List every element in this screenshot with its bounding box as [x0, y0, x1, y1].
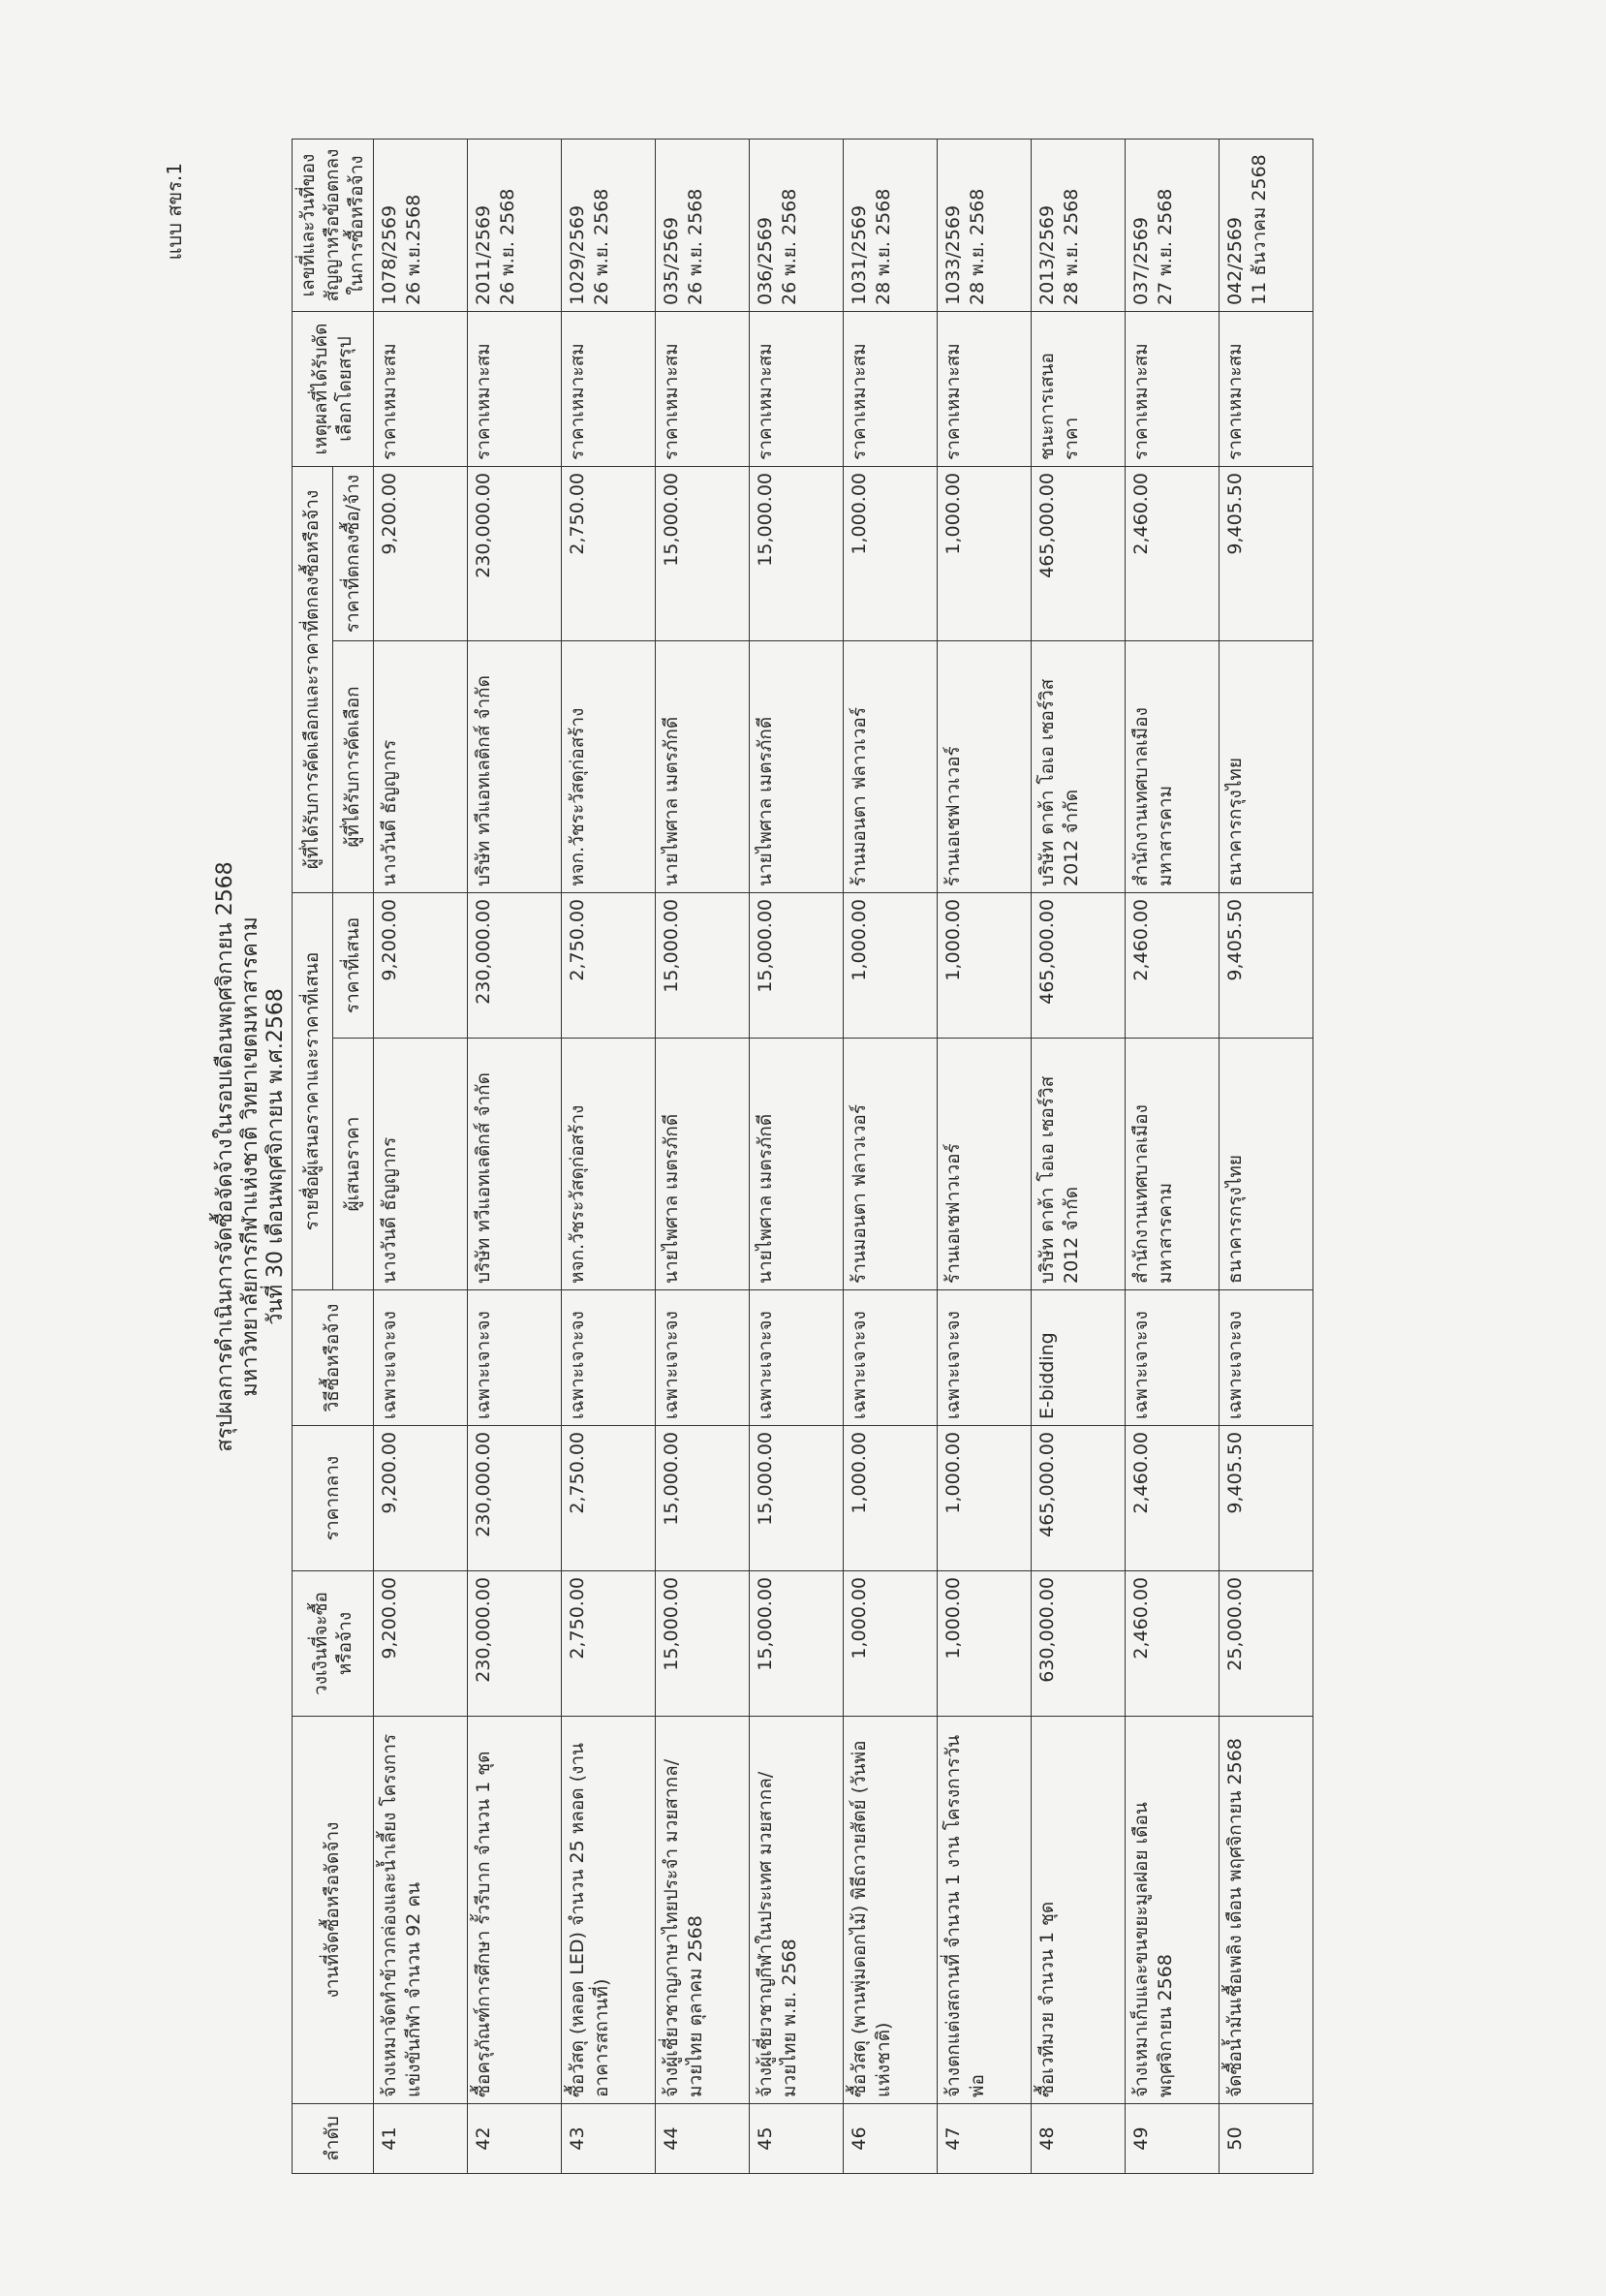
cell-median: 9,405.50 — [1220, 1426, 1313, 1571]
cell-bidder: บริษัท ดาต้า โอเอ เซอร์วิส 2012 จำกัด — [1032, 1039, 1126, 1290]
cell-method: เฉพาะเจาะจง — [374, 1290, 468, 1426]
header-agreed-price: ราคาที่ตกลงซื้อ/จ้าง — [333, 467, 374, 641]
table-row — [1126, 140, 1220, 2174]
cell-bidder: ร้านมอนตา ฟลาวเวอร์ — [844, 1039, 938, 1290]
cell-median: 15,000.00 — [750, 1426, 844, 1571]
header-row-1 — [293, 140, 333, 2174]
header-budget: วงเงินที่จะซื้อหรือจ้าง — [293, 1571, 374, 1717]
contract-number: 035/2569 — [661, 216, 682, 305]
cell-method: เฉพาะเจาะจง — [656, 1290, 750, 1426]
cell-winner: นางวันดี ธัญญากร — [374, 641, 468, 893]
title-line-2: มหาวิทยาลัยการกีฬาแห่งชาติ วิทยาเขตมหาสารคาม — [238, 916, 263, 1397]
cell-reason: ราคาเหมาะสม — [938, 312, 1032, 467]
table-row — [656, 140, 750, 2174]
contract-number: 037/2569 — [1130, 216, 1152, 305]
table-row — [374, 140, 468, 2174]
cell-bidder: นายไพศาล เมตรภักดี — [656, 1039, 750, 1290]
contract-date: 28 พ.ย. 2568 — [1061, 188, 1082, 305]
cell-contract — [938, 140, 1032, 312]
cell-winner: สำนักงานเทศบาลเมืองมหาสารคาม — [1126, 641, 1220, 893]
cell-reason: ราคาเหมาะสม — [468, 312, 562, 467]
cell-median: 230,000.00 — [468, 1426, 562, 1571]
cell-work: จัดซื้อน้ำมันเชื้อเพลิง เดือน พฤศจิกายน 2568 — [1220, 1717, 1313, 2104]
contract-date: 26 พ.ย.2568 — [403, 194, 424, 305]
cell-bid-price: 465,000.00 — [1032, 893, 1126, 1039]
cell-budget: 15,000.00 — [656, 1571, 750, 1717]
cell-method: เฉพาะเจาะจง — [750, 1290, 844, 1426]
cell-reason: ชนะการเสนอราคา — [1032, 312, 1126, 467]
cell-work: จ้างตกแต่งสถานที่ จำนวน 1 งาน โครงการวันพ่อ — [938, 1717, 1032, 2104]
header-bid-price: ราคาที่เสนอ — [333, 893, 374, 1039]
cell-method: เฉพาะเจาะจง — [938, 1290, 1032, 1426]
cell-no: 50 — [1220, 2104, 1313, 2174]
cell-reason: ราคาเหมาะสม — [1220, 312, 1313, 467]
cell-agreed-price: 1,000.00 — [938, 467, 1032, 641]
document-title — [213, 140, 289, 2174]
cell-winner: ร้านเอเชฟาวเวอร์ — [938, 641, 1032, 893]
cell-contract — [374, 140, 468, 312]
cell-no: 45 — [750, 2104, 844, 2174]
cell-bid-price: 9,200.00 — [374, 893, 468, 1039]
table-row — [562, 140, 656, 2174]
cell-reason: ราคาเหมาะสม — [750, 312, 844, 467]
cell-budget: 1,000.00 — [844, 1571, 938, 1717]
cell-winner: บริษัท ทวีแอทเลติกส์ จำกัด — [468, 641, 562, 893]
cell-agreed-price: 9,405.50 — [1220, 467, 1313, 641]
cell-agreed-price: 465,000.00 — [1032, 467, 1126, 641]
cell-agreed-price: 15,000.00 — [750, 467, 844, 641]
cell-winner: ธนาคารกรุงไทย — [1220, 641, 1313, 893]
table-row — [1032, 140, 1126, 2174]
cell-method: เฉพาะเจาะจง — [468, 1290, 562, 1426]
cell-budget: 230,000.00 — [468, 1571, 562, 1717]
cell-method: E-bidding — [1032, 1290, 1126, 1426]
title-line-3: วันที่ 30 เดือนพฤศจิกายน พ.ศ.2568 — [263, 988, 288, 1325]
cell-median: 2,750.00 — [562, 1426, 656, 1571]
contract-date: 27 พ.ย. 2568 — [1155, 188, 1176, 305]
cell-work: ซื้อวัสดุ (หลอด LED) จำนวน 25 หลอด (งานอาคารสถานที่) — [562, 1717, 656, 2104]
cell-bidder: บริษัท ทวีแอทเลติกส์ จำกัด — [468, 1039, 562, 1290]
cell-work: จ้างเหมาจัดทำข้าวกล่องและน้ำเลี้ยง โครงการแข่งขันกีฬา จำนวน 92 คน — [374, 1717, 468, 2104]
cell-agreed-price: 230,000.00 — [468, 467, 562, 641]
cell-contract — [1126, 140, 1220, 312]
header-reason: เหตุผลที่ได้รับคัดเลือกโดยสรุป — [293, 312, 374, 467]
contract-number: 2013/2569 — [1036, 204, 1058, 305]
contract-number: 036/2569 — [755, 216, 776, 305]
contract-date: 26 พ.ย. 2568 — [779, 188, 800, 305]
cell-bidder: นายไพศาล เมตรภักดี — [750, 1039, 844, 1290]
cell-bid-price: 15,000.00 — [656, 893, 750, 1039]
cell-work: ซื้อเวทีมวย จำนวน 1 ชุด — [1032, 1717, 1126, 2104]
contract-number: 1031/2569 — [849, 204, 870, 305]
header-no: ลำดับ — [293, 2104, 374, 2174]
cell-work: จ้างผู้เชี่ยวชาญภาษาไทยประจำ มวยสากล/มวยไทย ตุลาคม 2568 — [656, 1717, 750, 2104]
cell-no: 49 — [1126, 2104, 1220, 2174]
header-method: วิธีซื้อหรือจ้าง — [293, 1290, 374, 1426]
cell-bidder: นางวันดี ธัญญากร — [374, 1039, 468, 1290]
cell-bid-price: 1,000.00 — [844, 893, 938, 1039]
cell-contract — [656, 140, 750, 312]
cell-reason: ราคาเหมาะสม — [562, 312, 656, 467]
cell-median: 9,200.00 — [374, 1426, 468, 1571]
form-code: แบบ สขร.1 — [163, 163, 186, 261]
cell-method: เฉพาะเจาะจง — [562, 1290, 656, 1426]
cell-agreed-price: 15,000.00 — [656, 467, 750, 641]
cell-work: ซื้อครุภัณฑ์การศึกษา รั้วรีบาก จำนวน 1 ชุด — [468, 1717, 562, 2104]
table-row — [750, 140, 844, 2174]
cell-work: จ้างเหมาเก็บและขนขยะมูลฝอย เดือนพฤศจิกายน 2568 — [1126, 1717, 1220, 2104]
header-contract: เลขที่และวันที่ของสัญญาหรือข้อตกลงในการซื้อหรือจ้าง — [293, 140, 374, 312]
table-row — [844, 140, 938, 2174]
cell-contract — [750, 140, 844, 312]
cell-reason: ราคาเหมาะสม — [1126, 312, 1220, 467]
cell-median: 2,460.00 — [1126, 1426, 1220, 1571]
cell-budget: 15,000.00 — [750, 1571, 844, 1717]
contract-date: 26 พ.ย. 2568 — [497, 188, 518, 305]
header-winner: ผู้ที่ได้รับการคัดเลือก — [333, 641, 374, 893]
cell-agreed-price: 2,460.00 — [1126, 467, 1220, 641]
header-bidders-group: รายชื่อผู้เสนอราคาและราคาที่เสนอ — [293, 893, 333, 1290]
cell-agreed-price: 1,000.00 — [844, 467, 938, 641]
procurement-table — [292, 139, 1313, 2174]
cell-work: ซื้อวัสดุ (พานพุ่มดอกไม้) พิธีถวายสัตย์ (วันพ่อแห่งชาติ) — [844, 1717, 938, 2104]
cell-bidder: ร้านเอเชฟาวเวอร์ — [938, 1039, 1032, 1290]
contract-date: 28 พ.ย. 2568 — [967, 188, 988, 305]
cell-no: 47 — [938, 2104, 1032, 2174]
cell-no: 43 — [562, 2104, 656, 2174]
cell-budget: 2,750.00 — [562, 1571, 656, 1717]
cell-contract — [468, 140, 562, 312]
cell-winner: บริษัท ดาต้า โอเอ เซอร์วิส 2012 จำกัด — [1032, 641, 1126, 893]
cell-no: 48 — [1032, 2104, 1126, 2174]
contract-number: 1029/2569 — [567, 204, 588, 305]
cell-median: 1,000.00 — [938, 1426, 1032, 1571]
cell-median: 465,000.00 — [1032, 1426, 1126, 1571]
cell-winner: นายไพศาล เมตรภักดี — [656, 641, 750, 893]
header-work: งานที่จัดซื้อหรือจัดจ้าง — [293, 1717, 374, 2104]
cell-budget: 25,000.00 — [1220, 1571, 1313, 1717]
table-row — [468, 140, 562, 2174]
cell-bid-price: 230,000.00 — [468, 893, 562, 1039]
cell-budget: 2,460.00 — [1126, 1571, 1220, 1717]
cell-budget: 9,200.00 — [374, 1571, 468, 1717]
cell-reason: ราคาเหมาะสม — [844, 312, 938, 467]
cell-bid-price: 2,460.00 — [1126, 893, 1220, 1039]
contract-date: 28 พ.ย. 2568 — [873, 188, 894, 305]
cell-no: 46 — [844, 2104, 938, 2174]
cell-work: จ้างผู้เชี่ยวชาญกีฬาในประเทศ มวยสากล/มวยไทย พ.ย. 2568 — [750, 1717, 844, 2104]
cell-no: 42 — [468, 2104, 562, 2174]
cell-budget: 1,000.00 — [938, 1571, 1032, 1717]
cell-median: 15,000.00 — [656, 1426, 750, 1571]
cell-contract — [562, 140, 656, 312]
cell-bid-price: 2,750.00 — [562, 893, 656, 1039]
cell-no: 41 — [374, 2104, 468, 2174]
cell-budget: 630,000.00 — [1032, 1571, 1126, 1717]
cell-bid-price: 9,405.50 — [1220, 893, 1313, 1039]
cell-contract — [1032, 140, 1126, 312]
cell-reason: ราคาเหมาะสม — [656, 312, 750, 467]
cell-winner: หจก.วัชระวัสดุก่อสร้าง — [562, 641, 656, 893]
cell-winner: ร้านมอนตา ฟลาวเวอร์ — [844, 641, 938, 893]
cell-bid-price: 15,000.00 — [750, 893, 844, 1039]
cell-median: 1,000.00 — [844, 1426, 938, 1571]
contract-number: 042/2569 — [1224, 216, 1246, 305]
cell-contract — [1220, 140, 1313, 312]
table-row — [938, 140, 1032, 2174]
cell-method: เฉพาะเจาะจง — [1220, 1290, 1313, 1426]
cell-method: เฉพาะเจาะจง — [844, 1290, 938, 1426]
cell-contract — [844, 140, 938, 312]
contract-number: 1078/2569 — [379, 204, 400, 305]
contract-date: 26 พ.ย. 2568 — [685, 188, 706, 305]
cell-method: เฉพาะเจาะจง — [1126, 1290, 1220, 1426]
contract-number: 2011/2569 — [473, 204, 494, 305]
title-line-1: สรุปผลการดำเนินการจัดซื้อจัดจ้างในรอบเดือนพฤศจิกายน 2568 — [213, 861, 237, 1452]
table-row — [1220, 140, 1313, 2174]
cell-agreed-price: 2,750.00 — [562, 467, 656, 641]
contract-date: 11 ธันวาคม 2568 — [1249, 154, 1270, 305]
cell-bid-price: 1,000.00 — [938, 893, 1032, 1039]
cell-bidder: ธนาคารกรุงไทย — [1220, 1039, 1313, 1290]
header-bidder: ผู้เสนอราคา — [333, 1039, 374, 1290]
contract-number: 1033/2569 — [942, 204, 964, 305]
cell-bidder: หจก.วัชระวัสดุก่อสร้าง — [562, 1039, 656, 1290]
cell-agreed-price: 9,200.00 — [374, 467, 468, 641]
header-median: ราคากลาง — [293, 1426, 374, 1571]
header-selected-group: ผู้ที่ได้รับการคัดเลือกและราคาที่ตกลงซื้อหรือจ้าง — [293, 467, 333, 893]
cell-no: 44 — [656, 2104, 750, 2174]
rotated-content — [110, 140, 1486, 2174]
contract-date: 26 พ.ย. 2568 — [591, 188, 612, 305]
cell-bidder: สำนักงานเทศบาลเมืองมหาสารคาม — [1126, 1039, 1220, 1290]
cell-winner: นายไพศาล เมตรภักดี — [750, 641, 844, 893]
cell-reason: ราคาเหมาะสม — [374, 312, 468, 467]
